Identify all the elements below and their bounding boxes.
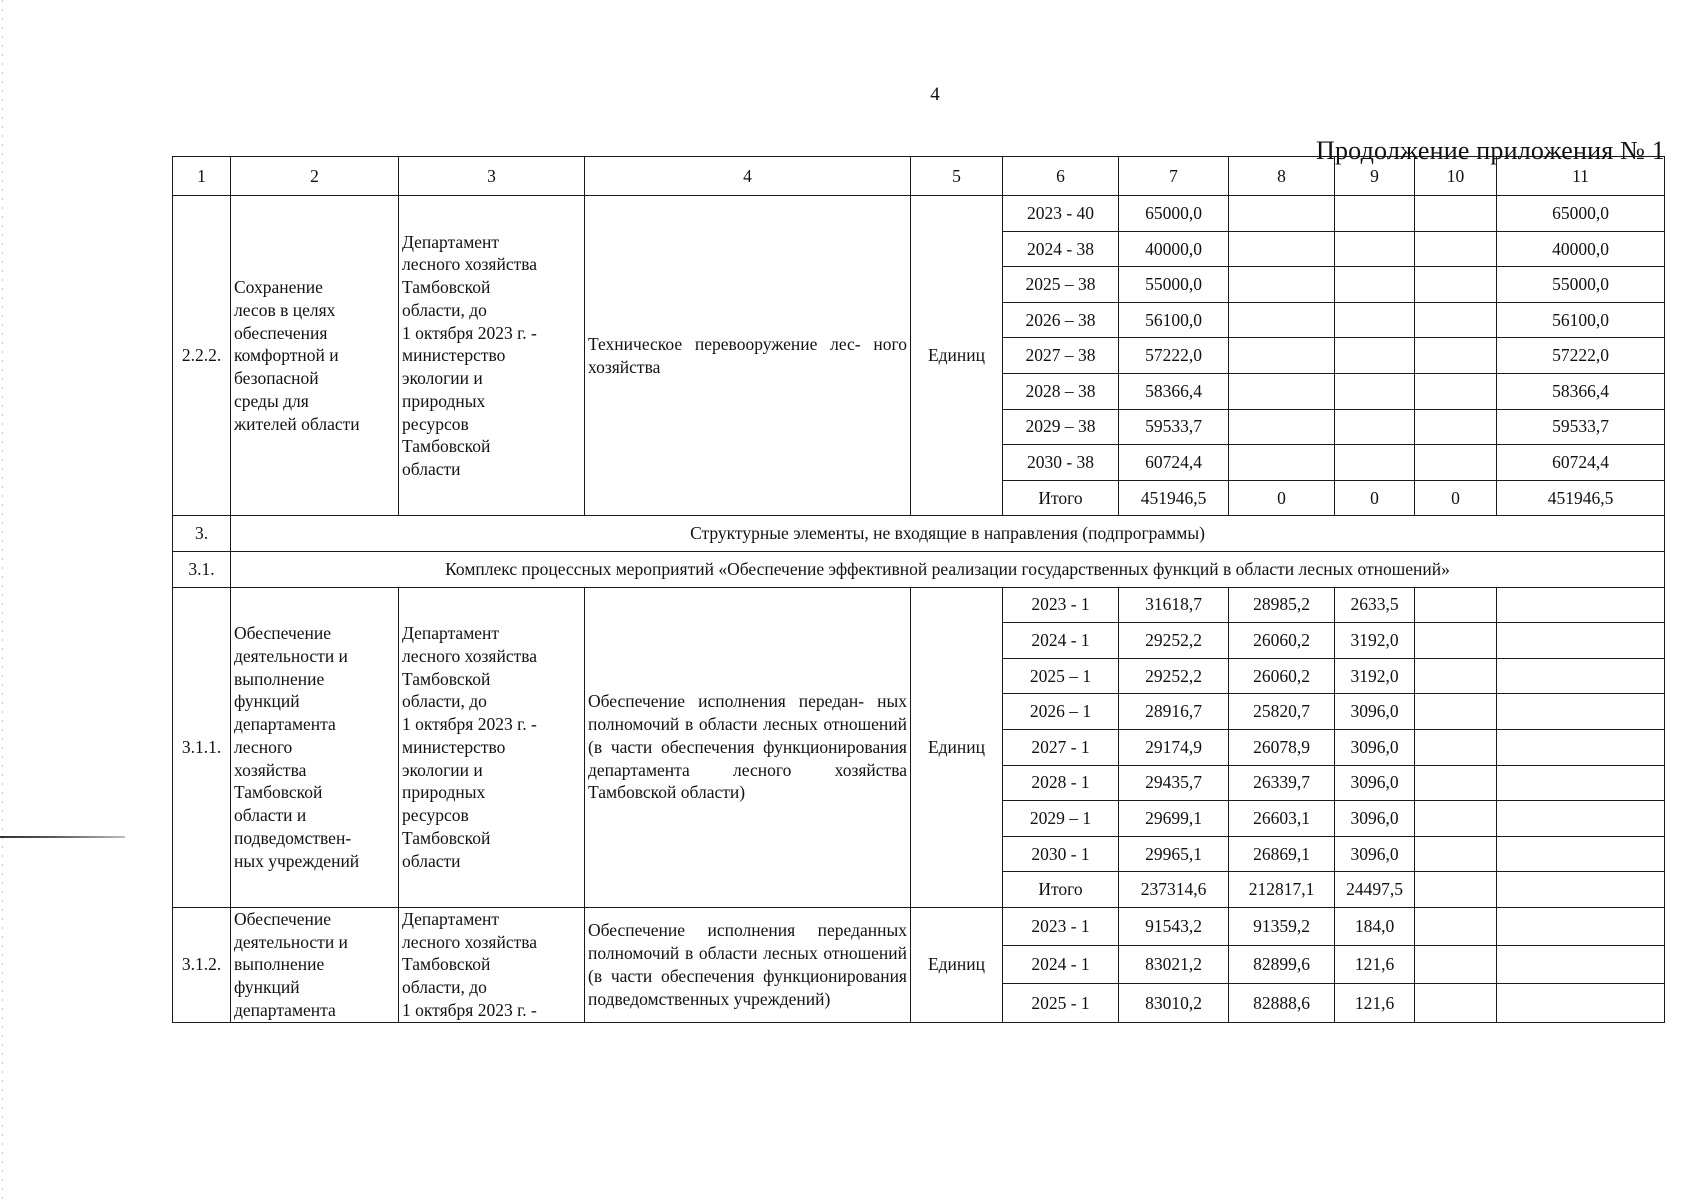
header-cell: 5 [911,157,1003,196]
year-value-cell: 2025 - 1 [1003,984,1119,1022]
year-value-cell: 2027 – 38 [1003,338,1119,374]
amount-cell-9: 3096,0 [1335,765,1415,801]
amount-cell-8: 212817,1 [1229,872,1335,908]
amount-cell-9: 2633,5 [1335,587,1415,623]
item-executor-line: экологии и [402,368,483,389]
amount-cell-8: 28985,2 [1229,587,1335,623]
item-result: Обеспечение исполнения передан- ных полномочий в области лесных отношений (в части обеспечения функционирования департамента лесного хозяйства Тамбовской области) [585,587,911,907]
item-name [231,196,399,516]
amount-cell-9 [1335,231,1415,267]
amount-cell-10 [1415,623,1497,659]
item-name-line: лесов в целях [234,299,336,320]
amount-cell-7: 237314,6 [1119,872,1229,908]
amount-cell-11 [1497,623,1665,659]
item-name-line: деятельности и [234,645,348,666]
column-number-header [173,157,1665,196]
amount-cell-7: 56100,0 [1119,302,1229,338]
amount-cell-11: 59533,7 [1497,409,1665,445]
year-value-cell: 2026 – 38 [1003,302,1119,338]
item-name-line: безопасной [234,368,319,389]
amount-cell-9: 3192,0 [1335,658,1415,694]
amount-cell-10 [1415,836,1497,872]
item-executor [399,587,585,907]
amount-cell-11: 56100,0 [1497,302,1665,338]
amount-cell-10 [1415,946,1497,984]
amount-cell-8: 26339,7 [1229,765,1335,801]
amount-cell-9 [1335,338,1415,374]
amount-cell-10 [1415,694,1497,730]
amount-cell-9: 184,0 [1335,907,1415,945]
item-executor-line: области, до [402,977,487,998]
amount-cell-7: 57222,0 [1119,338,1229,374]
item-executor-line: области, до [402,691,487,712]
amount-cell-10 [1415,658,1497,694]
item-executor-line: лесного хозяйства [402,254,538,275]
amount-cell-8: 25820,7 [1229,694,1335,730]
item-name-line: Обеспечение [234,623,332,644]
item-executor-line: лесного хозяйства [402,645,538,666]
item-name-line: лесного [234,736,293,757]
amount-cell-9: 24497,5 [1335,872,1415,908]
year-value-cell: 2023 - 1 [1003,907,1119,945]
amount-cell-7: 29435,7 [1119,765,1229,801]
amount-cell-8: 82888,6 [1229,984,1335,1022]
scan-margin-mark [0,836,125,838]
amount-cell-7: 60724,4 [1119,445,1229,481]
appendix-table [172,156,1665,1023]
amount-cell-10 [1415,302,1497,338]
item-executor-line: ресурсов [402,413,469,434]
header-cell: 7 [1119,157,1229,196]
item-name [231,587,399,907]
section-number: 3.1. [173,551,231,587]
amount-cell-7: 91543,2 [1119,907,1229,945]
item-executor-line: министерство [402,345,506,366]
amount-cell-11 [1497,729,1665,765]
item-executor-line: экологии и [402,759,483,780]
amount-cell-9 [1335,267,1415,303]
amount-cell-11: 60724,4 [1497,445,1665,481]
item-executor-line: 1 октября 2023 г. - [402,322,537,343]
amount-cell-7: 29965,1 [1119,836,1229,872]
year-value-cell: 2029 – 38 [1003,409,1119,445]
year-value-cell: 2025 – 1 [1003,658,1119,694]
item-executor-line: 1 октября 2023 г. - [402,999,537,1020]
item-name-line: департамента [234,714,336,735]
item-executor-line: области [402,850,461,871]
amount-cell-7: 65000,0 [1119,196,1229,232]
amount-cell-11: 65000,0 [1497,196,1665,232]
amount-cell-11 [1497,836,1665,872]
amount-cell-11: 55000,0 [1497,267,1665,303]
item-name-line: Сохранение [234,277,323,298]
header-cell: 10 [1415,157,1497,196]
year-value-cell: 2024 - 38 [1003,231,1119,267]
item-unit: Единиц [911,587,1003,907]
amount-cell-11 [1497,658,1665,694]
amount-cell-7: 29699,1 [1119,801,1229,837]
amount-cell-7: 58366,4 [1119,373,1229,409]
amount-cell-11: 451946,5 [1497,480,1665,516]
item-executor-line: Тамбовской [402,436,491,457]
amount-cell-11 [1497,907,1665,945]
item-name-line: выполнение [234,668,325,689]
amount-cell-7: 83021,2 [1119,946,1229,984]
amount-cell-8 [1229,373,1335,409]
item-name-line: обеспечения [234,322,328,343]
item-executor-line: Тамбовской [402,277,491,298]
table-row [173,196,1665,232]
header-cell: 6 [1003,157,1119,196]
header-cell: 2 [231,157,399,196]
year-value-cell: 2028 - 1 [1003,765,1119,801]
amount-cell-7: 28916,7 [1119,694,1229,730]
section-row [173,551,1665,587]
amount-cell-10 [1415,409,1497,445]
item-executor-line: Департамент [402,231,500,252]
amount-cell-8 [1229,231,1335,267]
amount-cell-10 [1415,587,1497,623]
amount-cell-7: 29252,2 [1119,623,1229,659]
year-value-cell: 2030 - 1 [1003,836,1119,872]
amount-cell-9: 3096,0 [1335,836,1415,872]
appendix-continuation-note: Продолжение приложения № 1 [1315,136,1665,165]
amount-cell-10 [1415,765,1497,801]
item-executor-line: природных [402,782,486,803]
amount-cell-8: 91359,2 [1229,907,1335,945]
amount-cell-10 [1415,373,1497,409]
year-value-cell: 2028 – 38 [1003,373,1119,409]
amount-cell-7: 83010,2 [1119,984,1229,1022]
item-result: Техническое перевооружение лес- ного хозяйства [585,196,911,516]
amount-cell-11 [1497,765,1665,801]
amount-cell-10 [1415,729,1497,765]
amount-cell-9: 3096,0 [1335,729,1415,765]
amount-cell-11 [1497,984,1665,1022]
amount-cell-10 [1415,267,1497,303]
amount-cell-8: 26060,2 [1229,623,1335,659]
year-value-cell: 2024 - 1 [1003,946,1119,984]
item-result: Обеспечение исполнения переданных полномочий в области лесных отношений (в части обеспечения функционирования подведомственных учреждений) [585,907,911,1022]
item-executor-line: 1 октября 2023 г. - [402,714,537,735]
item-name-line: деятельности и [234,931,348,952]
amount-cell-10 [1415,445,1497,481]
item-executor-line: лесного хозяйства [402,931,538,952]
amount-cell-8: 0 [1229,480,1335,516]
amount-cell-11: 58366,4 [1497,373,1665,409]
amount-cell-11 [1497,872,1665,908]
item-name-line: ных учреждений [234,850,360,871]
amount-cell-11 [1497,587,1665,623]
item-unit: Единиц [911,196,1003,516]
item-number: 3.1.2. [173,907,231,1022]
item-name [231,907,399,1022]
item-number: 3.1.1. [173,587,231,907]
amount-cell-10 [1415,872,1497,908]
amount-cell-11: 57222,0 [1497,338,1665,374]
amount-cell-8: 26869,1 [1229,836,1335,872]
header-cell: 3 [399,157,585,196]
year-value-cell: 2029 – 1 [1003,801,1119,837]
amount-cell-11: 40000,0 [1497,231,1665,267]
header-cell: 1 [173,157,231,196]
table-row [173,587,1665,623]
header-cell: 9 [1335,157,1415,196]
item-executor-line: министерство [402,736,506,757]
section-title: Комплекс процессных мероприятий «Обеспечение эффективной реализации государственных функций в области лесных отношений» [231,551,1665,587]
amount-cell-10: 0 [1415,480,1497,516]
item-name-line: подведомствен- [234,827,352,848]
item-name-line: области и [234,805,307,826]
amount-cell-8: 26060,2 [1229,658,1335,694]
amount-cell-10 [1415,196,1497,232]
item-executor-line: области, до [402,299,487,320]
item-executor-line: Тамбовской [402,954,491,975]
amount-cell-8: 26078,9 [1229,729,1335,765]
section-row [173,516,1665,552]
amount-cell-7: 29252,2 [1119,658,1229,694]
item-name-line: хозяйства [234,759,307,780]
item-executor-line: ресурсов [402,805,469,826]
amount-cell-9 [1335,445,1415,481]
year-value-cell: 2030 - 38 [1003,445,1119,481]
item-executor [399,196,585,516]
amount-cell-7: 451946,5 [1119,480,1229,516]
amount-cell-10 [1415,231,1497,267]
amount-cell-9: 3096,0 [1335,694,1415,730]
amount-cell-10 [1415,338,1497,374]
page-number: 4 [930,84,940,105]
item-name-line: жителей области [234,413,360,434]
section-title: Структурные элементы, не входящие в направления (подпрограммы) [231,516,1665,552]
item-name-line: департамента [234,999,336,1020]
item-executor-line: природных [402,390,486,411]
amount-cell-9: 121,6 [1335,946,1415,984]
header-cell: 4 [585,157,911,196]
year-value-cell: Итого [1003,872,1119,908]
amount-cell-8 [1229,338,1335,374]
table-row [173,907,1665,945]
amount-cell-8 [1229,302,1335,338]
item-executor [399,907,585,1022]
table-body [173,157,1665,1023]
scan-margin-dots [2,0,3,1200]
item-name-line: среды для [234,390,309,411]
year-value-cell: 2024 - 1 [1003,623,1119,659]
amount-cell-9: 0 [1335,480,1415,516]
amount-cell-10 [1415,801,1497,837]
year-value-cell: 2023 - 40 [1003,196,1119,232]
amount-cell-8: 82899,6 [1229,946,1335,984]
amount-cell-7: 55000,0 [1119,267,1229,303]
amount-cell-8 [1229,267,1335,303]
amount-cell-8 [1229,445,1335,481]
item-executor-line: области [402,459,461,480]
year-value-cell: 2025 – 38 [1003,267,1119,303]
year-value-cell: 2027 - 1 [1003,729,1119,765]
header-cell: 11 [1497,157,1665,196]
amount-cell-8 [1229,409,1335,445]
amount-cell-8: 26603,1 [1229,801,1335,837]
amount-cell-9: 121,6 [1335,984,1415,1022]
item-name-line: комфортной и [234,345,339,366]
amount-cell-9: 3192,0 [1335,623,1415,659]
amount-cell-11 [1497,694,1665,730]
amount-cell-9 [1335,373,1415,409]
amount-cell-7: 29174,9 [1119,729,1229,765]
header-cell: 8 [1229,157,1335,196]
amount-cell-9: 3096,0 [1335,801,1415,837]
item-name-line: функций [234,977,300,998]
item-unit: Единиц [911,907,1003,1022]
amount-cell-7: 31618,7 [1119,587,1229,623]
amount-cell-9 [1335,196,1415,232]
amount-cell-7: 59533,7 [1119,409,1229,445]
item-name-line: функций [234,691,300,712]
amount-cell-7: 40000,0 [1119,231,1229,267]
amount-cell-10 [1415,984,1497,1022]
item-executor-line: Тамбовской [402,827,491,848]
amount-cell-8 [1229,196,1335,232]
item-name-line: Обеспечение [234,908,332,929]
year-value-cell: Итого [1003,480,1119,516]
item-name-line: Тамбовской [234,782,323,803]
section-number: 3. [173,516,231,552]
year-value-cell: 2026 – 1 [1003,694,1119,730]
amount-cell-11 [1497,801,1665,837]
amount-cell-11 [1497,946,1665,984]
amount-cell-10 [1415,907,1497,945]
item-executor-line: Департамент [402,623,500,644]
amount-cell-9 [1335,409,1415,445]
amount-cell-9 [1335,302,1415,338]
item-executor-line: Департамент [402,908,500,929]
item-number: 2.2.2. [173,196,231,516]
year-value-cell: 2023 - 1 [1003,587,1119,623]
item-name-line: выполнение [234,954,325,975]
item-executor-line: Тамбовской [402,668,491,689]
